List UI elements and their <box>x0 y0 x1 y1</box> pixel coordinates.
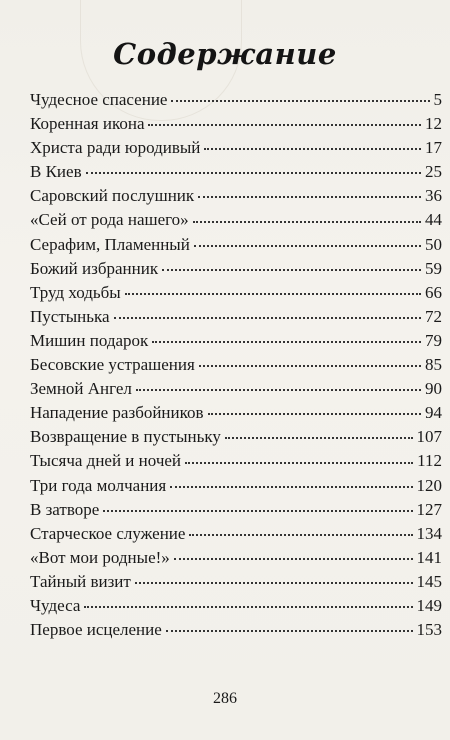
dot-leader <box>125 292 421 295</box>
toc-entry-title: Христа ради юродивый <box>30 138 201 158</box>
dot-leader <box>174 557 413 560</box>
toc-entry <box>30 546 442 570</box>
toc-entry-page: 85 <box>425 355 442 375</box>
toc-entry-page: 153 <box>416 620 442 640</box>
toc-entry-page: 127 <box>416 499 442 519</box>
toc-entry <box>30 112 442 136</box>
dot-leader <box>84 605 412 608</box>
toc-entry-title: «Вот мои родные!» <box>30 547 170 567</box>
page-number: 286 <box>213 690 237 707</box>
toc-entry <box>30 570 442 594</box>
dot-leader <box>86 171 421 174</box>
toc-entry-title: Божий избранник <box>30 258 159 278</box>
toc-entry <box>30 618 442 642</box>
toc-entry <box>30 474 442 498</box>
toc-entry <box>30 208 442 232</box>
toc-entry-page: 5 <box>433 90 442 109</box>
toc-entry-title: «Сей от рода нашего» <box>30 210 189 230</box>
toc-entry-page: 141 <box>416 547 442 567</box>
toc-entry-title: Саровский послушник <box>30 186 195 206</box>
toc-entry-title: Первое исцеление <box>30 620 162 640</box>
toc-entry <box>30 257 442 281</box>
toc-entry <box>30 377 442 401</box>
dot-leader <box>204 147 421 150</box>
toc-entry-page: 50 <box>425 234 442 254</box>
toc-entry <box>30 522 442 546</box>
toc-entry-page: 107 <box>416 427 442 447</box>
dot-leader <box>136 388 421 391</box>
page-title: Содержание <box>113 37 337 72</box>
toc-entry-title: Мишин подарок <box>30 330 149 350</box>
toc-entry-title: Коренная икона <box>30 114 145 134</box>
toc-entry <box>30 136 442 160</box>
toc-entry-title: Тайный визит <box>30 571 131 591</box>
toc-entry <box>30 425 442 449</box>
dot-leader <box>162 268 421 271</box>
toc-entry-page: 120 <box>416 475 442 495</box>
toc-entry-title: Нападение разбойников <box>30 403 204 423</box>
toc-entry-page: 12 <box>425 114 442 134</box>
dot-leader <box>148 123 421 126</box>
toc-entry <box>30 329 442 353</box>
toc-entry <box>30 353 442 377</box>
dot-leader <box>208 412 421 415</box>
dot-leader <box>198 195 421 198</box>
dot-leader <box>135 581 413 584</box>
dot-leader <box>166 629 413 632</box>
toc-entry-title: Бесовские устрашения <box>30 355 195 375</box>
toc-entry-page: 25 <box>425 162 442 182</box>
toc-entry-title: Серафим, Пламенный <box>30 234 190 254</box>
toc-entry-title: Пустынька <box>30 306 110 326</box>
toc-entry-page: 44 <box>425 210 442 230</box>
table-of-contents <box>30 88 442 642</box>
toc-entry-page: 79 <box>425 330 442 350</box>
toc-entry-title: Возвращение в пустыньку <box>30 427 221 447</box>
toc-entry <box>30 233 442 257</box>
toc-entry <box>30 160 442 184</box>
toc-entry <box>30 498 442 522</box>
dot-leader <box>171 99 429 102</box>
toc-entry-page: 66 <box>425 282 442 302</box>
toc-entry-title: Чудеса <box>30 595 81 615</box>
toc-entry <box>30 305 442 329</box>
toc-entry-page: 90 <box>425 379 442 399</box>
toc-entry-title: Три года молчания <box>30 475 167 495</box>
dot-leader <box>170 485 412 488</box>
toc-entry-title: В затворе <box>30 499 100 519</box>
toc-entry-title: Тысяча дней и ночей <box>30 451 182 471</box>
toc-entry-title: Труд ходьбы <box>30 282 121 302</box>
toc-entry-title: Земной Ангел <box>30 379 132 399</box>
toc-entry-page: 134 <box>416 523 442 543</box>
dot-leader <box>103 509 412 512</box>
dot-leader <box>152 340 421 343</box>
toc-entry-page: 72 <box>425 306 442 326</box>
dot-leader <box>185 461 413 464</box>
toc-entry-page: 112 <box>417 451 442 471</box>
dot-leader <box>199 364 421 367</box>
toc-entry-page: 94 <box>425 403 442 423</box>
dot-leader <box>225 436 413 439</box>
toc-entry-page: 145 <box>416 571 442 591</box>
toc-entry-page: 17 <box>425 138 442 158</box>
toc-entry <box>30 184 442 208</box>
toc-entry-page: 36 <box>425 186 442 206</box>
dot-leader <box>114 316 421 319</box>
dot-leader <box>194 244 421 247</box>
toc-entry <box>30 449 442 473</box>
toc-entry-title: Чудесное спасение <box>30 90 168 109</box>
toc-entry-page: 59 <box>425 258 442 278</box>
toc-entry-title: В Киев <box>30 162 82 182</box>
dot-leader <box>189 533 412 536</box>
toc-entry <box>30 401 442 425</box>
toc-entry-page: 149 <box>416 595 442 615</box>
toc-entry-title: Старческое служение <box>30 523 186 543</box>
toc-entry <box>30 281 442 305</box>
toc-entry <box>30 594 442 618</box>
dot-leader <box>193 220 421 223</box>
toc-entry <box>30 88 442 112</box>
